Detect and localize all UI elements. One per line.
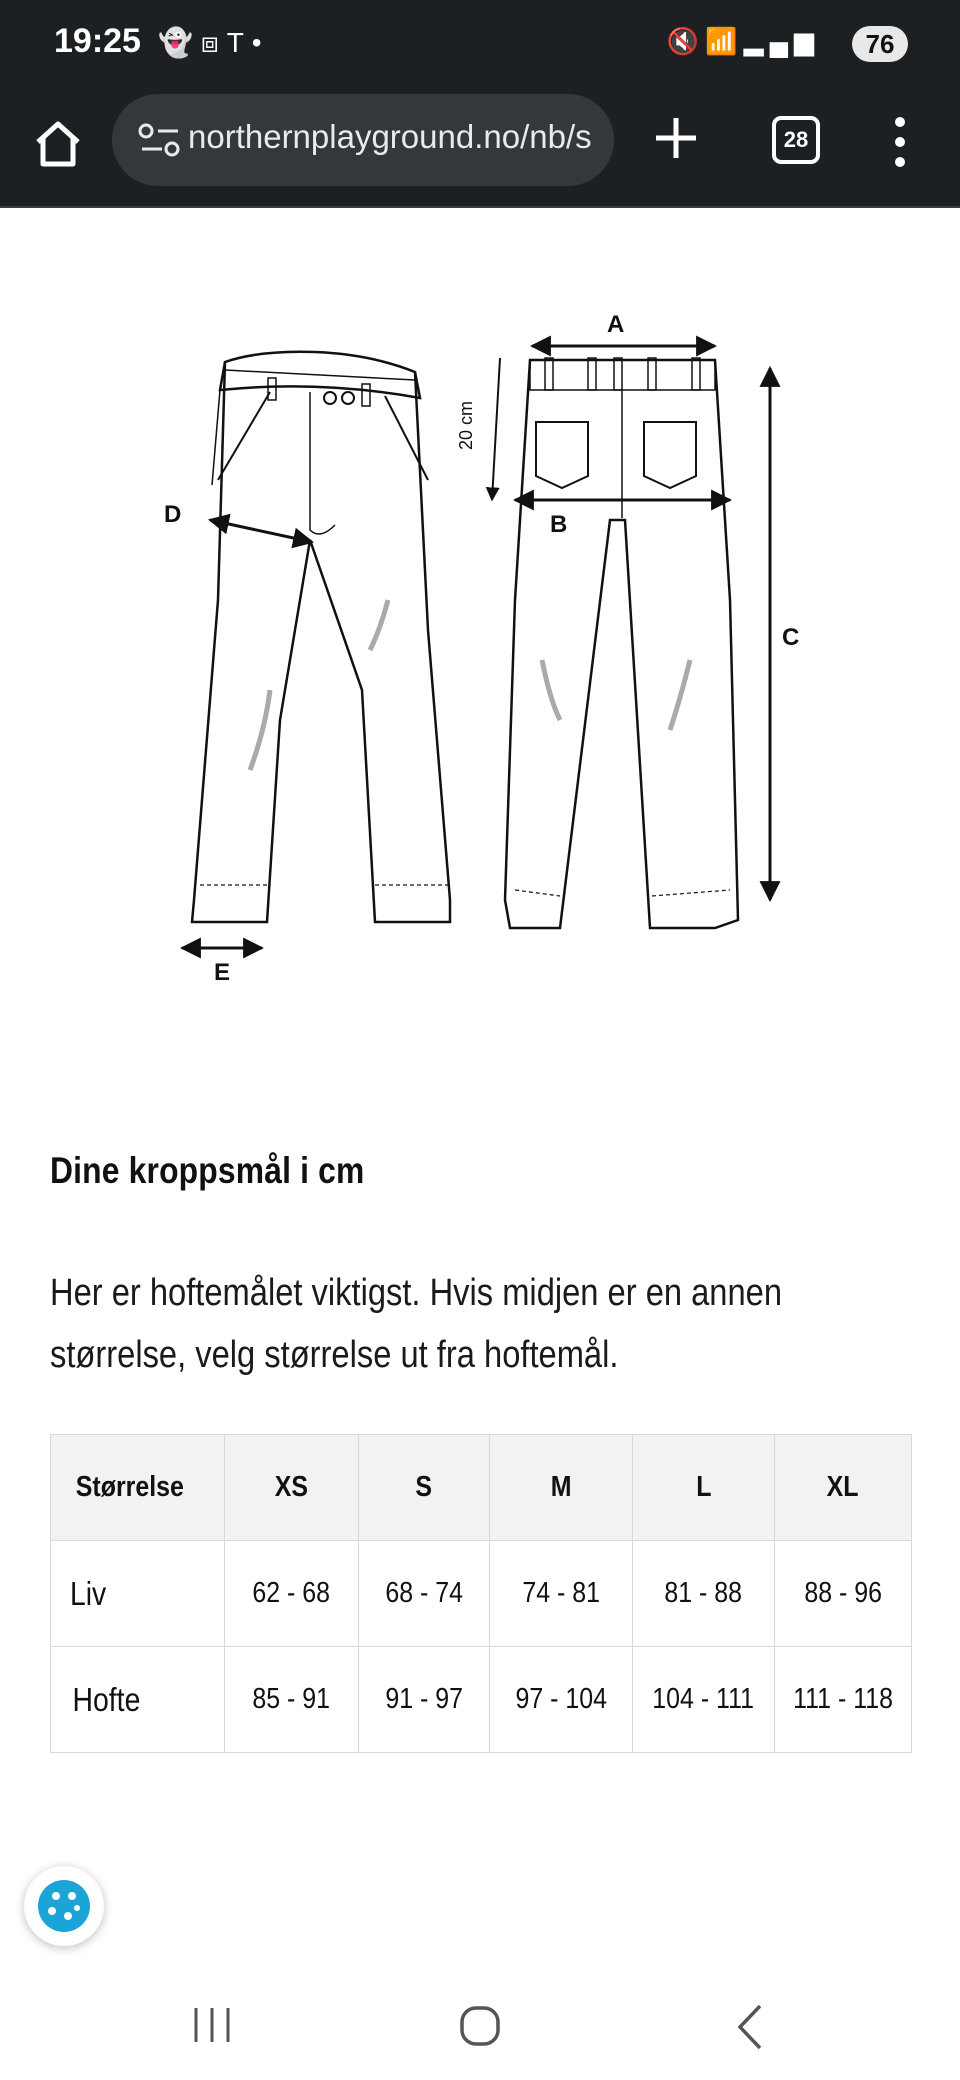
- nav-home-icon[interactable]: [458, 2004, 502, 2048]
- recent-apps-icon[interactable]: [190, 2006, 234, 2044]
- row-label: Liv: [51, 1541, 225, 1647]
- address-bar[interactable]: [112, 94, 614, 186]
- page-heading: Dine kroppsmål i cm: [50, 1150, 365, 1191]
- back-icon[interactable]: [732, 2002, 768, 2052]
- table-cell: 88 - 96: [775, 1541, 912, 1647]
- table-cell: 104 - 111: [633, 1647, 775, 1753]
- status-bar: [0, 0, 960, 90]
- front-pants-drawing: [192, 352, 450, 922]
- table-cell: 85 - 91: [225, 1647, 359, 1753]
- back-pants-drawing: [505, 358, 738, 928]
- table-cell: 62 - 68: [225, 1541, 359, 1647]
- more-menu-icon[interactable]: [888, 114, 912, 170]
- tab-switcher-button[interactable]: 28: [772, 116, 820, 164]
- status-time: 19:25: [54, 22, 141, 60]
- label-d: D: [164, 501, 182, 528]
- table-cell: 97 - 104: [490, 1647, 633, 1753]
- battery-indicator: 76: [852, 26, 908, 62]
- dot-icon: •: [251, 27, 270, 58]
- header-size: Størrelse: [51, 1435, 225, 1541]
- label-b: B: [550, 511, 568, 538]
- signal-icon: ▂▄▆: [743, 26, 820, 56]
- table-row: [51, 1541, 912, 1647]
- tesla-icon: T: [226, 27, 252, 58]
- size-guide-diagram: [164, 300, 830, 1000]
- system-nav-bar: [0, 1980, 960, 2080]
- label-rise: 20 cm: [456, 400, 476, 450]
- row-label: Hofte: [51, 1647, 225, 1753]
- header-l: L: [633, 1435, 775, 1541]
- table-cell: 74 - 81: [490, 1541, 633, 1647]
- header-xs: XS: [225, 1435, 359, 1541]
- header-s: S: [359, 1435, 490, 1541]
- cookie-icon: [24, 1866, 104, 1946]
- table-cell: 91 - 97: [359, 1647, 490, 1753]
- wifi-icon: 📶: [705, 26, 744, 56]
- label-c: C: [782, 624, 800, 651]
- label-e: E: [214, 959, 231, 986]
- cookie-settings-button[interactable]: [24, 1866, 104, 1946]
- browser-toolbar: [0, 90, 960, 208]
- url-text: northernplayground.no/nb/s: [188, 118, 592, 155]
- mute-icon: 🔇: [666, 26, 706, 56]
- table-header-row: [51, 1435, 912, 1541]
- table-cell: 111 - 118: [775, 1647, 912, 1753]
- snapchat-icon: 👻: [158, 27, 201, 58]
- table-cell: 68 - 74: [359, 1541, 490, 1647]
- table-row: [51, 1647, 912, 1753]
- site-settings-icon[interactable]: [138, 122, 182, 158]
- header-m: M: [490, 1435, 633, 1541]
- intro-text: Her er hoftemålet viktigst. Hvis midjen er en annen størrelse, velg størrelse ut fra hoftemål.: [50, 1272, 783, 1376]
- home-icon[interactable]: [30, 116, 86, 172]
- notification-icons: [158, 26, 270, 60]
- screenshot-icon: ⧈: [200, 27, 227, 58]
- label-a: A: [607, 311, 625, 338]
- system-icons: [667, 26, 820, 57]
- header-xl: XL: [775, 1435, 912, 1541]
- new-tab-icon[interactable]: [650, 112, 702, 164]
- table-cell: 81 - 88: [633, 1541, 775, 1647]
- size-table: [50, 1434, 912, 1753]
